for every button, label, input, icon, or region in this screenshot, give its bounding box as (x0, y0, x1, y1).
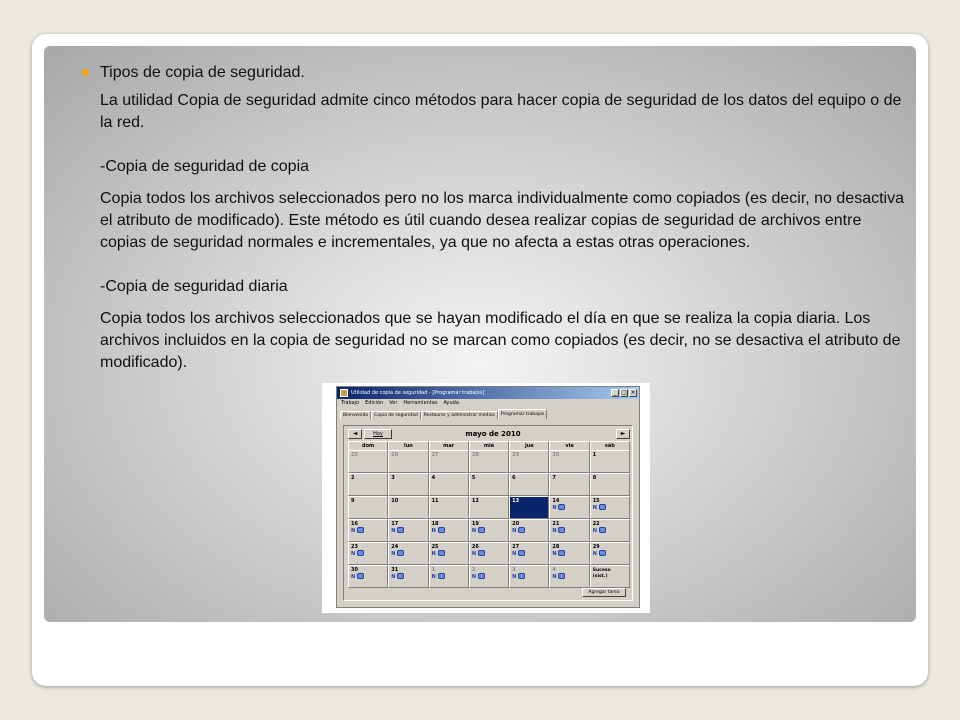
day-number: 24 (391, 544, 399, 550)
scheduled-task-icon[interactable]: N (351, 574, 356, 580)
day-number: 30 (552, 452, 560, 458)
calendar-day[interactable] (469, 542, 509, 565)
weekday-label: dom (348, 441, 388, 452)
backup-window (336, 386, 640, 608)
scheduled-task-icon[interactable]: N (552, 551, 557, 557)
calendar-grid (348, 441, 630, 588)
next-month-button[interactable]: ► (616, 429, 630, 439)
day-number: 25 (431, 544, 439, 550)
scheduled-task-icon[interactable]: N (592, 551, 597, 557)
menu-item[interactable]: Herramientas (403, 400, 438, 406)
calendar-day[interactable] (429, 473, 469, 496)
tab-item[interactable]: Programar trabajos (498, 409, 547, 419)
slide-text (100, 62, 910, 384)
backup-utility-screenshot (322, 383, 650, 613)
scheduled-task-icon[interactable]: N (512, 528, 517, 534)
calendar-day[interactable] (469, 519, 509, 542)
day-number: 26 (391, 452, 399, 458)
day-number: 15 (592, 498, 600, 504)
day-number: 19 (471, 521, 479, 527)
scheduled-task-icon[interactable]: N (431, 551, 436, 557)
section2-title: -Copia de seguridad diaria (100, 278, 288, 295)
calendar-day[interactable] (509, 473, 549, 496)
tab-bar (337, 408, 639, 419)
calendar-day[interactable] (549, 565, 589, 588)
calendar-day-selected[interactable] (509, 496, 549, 519)
day-number: 28 (552, 544, 560, 550)
day-number: 27 (431, 452, 439, 458)
window-title: Utilidad de copia de seguridad - [Programar trabajos] (351, 390, 485, 396)
calendar-day[interactable] (509, 565, 549, 588)
day-number: 12 (471, 498, 479, 504)
day-number: 27 (512, 544, 520, 550)
scheduled-task-icon[interactable]: N (431, 574, 436, 580)
calendar-day[interactable] (429, 496, 469, 519)
menu-bar (337, 399, 639, 408)
section1-body: Copia todos los archivos seleccionados pero no los marca individualmente como copiados (es decir, no desactiva el atributo de modificado). Este método es útil cuando desea realizar copias de seguridad de archivos entre copias de seguridad normales e incrementales, ya que no afecta a estas otras operaciones. (100, 190, 904, 251)
calendar-day[interactable] (469, 473, 509, 496)
calendar-day[interactable] (509, 542, 549, 565)
calendar-day[interactable] (429, 519, 469, 542)
calendar-day[interactable] (348, 519, 388, 542)
minimize-icon[interactable]: _ (611, 389, 619, 397)
calendar-day[interactable] (590, 542, 630, 565)
day-number: 30 (351, 567, 358, 573)
day-number: 4 (552, 567, 556, 573)
day-number: 16 (351, 521, 358, 527)
calendar-day[interactable] (549, 473, 589, 496)
menu-item[interactable]: Trabajo (341, 400, 360, 406)
calendar-nav (348, 429, 630, 440)
menu-item[interactable]: Ayuda (443, 400, 459, 406)
day-number: 4 (431, 475, 436, 481)
day-number: 26 (471, 544, 479, 550)
system-event-label: Suceso (sist.) (592, 568, 611, 579)
calendar-day[interactable] (590, 450, 630, 473)
weekday-label: mar (429, 441, 469, 452)
day-number: 2 (351, 475, 355, 481)
tab-item[interactable]: Copia de seguridad (371, 411, 421, 419)
calendar-day[interactable] (348, 496, 388, 519)
tab-item[interactable]: Bienvenido (340, 411, 371, 419)
calendar-day[interactable] (590, 565, 630, 588)
day-number: 3 (512, 567, 516, 573)
day-number: 18 (431, 521, 439, 527)
scheduled-task-icon[interactable]: N (552, 505, 557, 511)
calendar-day[interactable] (509, 519, 549, 542)
calendar-day[interactable] (469, 565, 509, 588)
weekday-header (348, 441, 630, 450)
bullet-heading (100, 62, 910, 84)
calendar (343, 425, 633, 601)
day-number: 31 (391, 567, 399, 573)
day-number: 7 (552, 475, 556, 481)
section2-body: Copia todos los archivos seleccionados que se hayan modificado el día en que se realiza la copia diaria. Los archivos incluidos en la copia de seguridad no se marcan como copiados (es decir, no se desactiva el atributo de modificado). (100, 310, 901, 371)
scheduled-task-icon[interactable]: N (512, 574, 517, 580)
day-number: 9 (351, 498, 355, 504)
day-number: 21 (552, 521, 560, 527)
calendar-day[interactable] (590, 496, 630, 519)
calendar-day[interactable] (469, 496, 509, 519)
day-number: 3 (391, 475, 395, 481)
day-number: 25 (351, 452, 358, 458)
calendar-day[interactable] (509, 450, 549, 473)
day-number: 1 (431, 567, 436, 573)
calendar-days (348, 450, 630, 588)
weekday-label: lun (388, 441, 428, 452)
calendar-day[interactable] (388, 519, 428, 542)
section1-title: -Copia de seguridad de copia (100, 158, 310, 175)
calendar-day[interactable] (429, 542, 469, 565)
calendar-day[interactable] (388, 565, 428, 588)
close-icon[interactable]: × (630, 389, 636, 396)
weekday-label: mié (469, 441, 509, 452)
scheduled-task-icon[interactable]: N (391, 528, 396, 534)
day-number: 23 (351, 544, 358, 550)
day-number: 11 (431, 498, 439, 504)
intro-paragraph: La utilidad Copia de seguridad admite cinco métodos para hacer copia de seguridad de los datos del equipo o de la red. (100, 92, 902, 131)
month-title: mayo de 2010 (465, 430, 521, 438)
calendar-day[interactable] (348, 565, 388, 588)
window-titlebar (337, 387, 639, 399)
scheduled-task-icon[interactable]: N (391, 574, 396, 580)
day-number: 5 (471, 475, 476, 481)
day-number: 20 (512, 521, 520, 527)
calendar-day[interactable] (429, 450, 469, 473)
day-number: 28 (471, 452, 479, 458)
day-number: 17 (391, 521, 399, 527)
day-number: 1 (592, 452, 597, 458)
day-number: 2 (471, 567, 476, 573)
calendar-day[interactable] (429, 565, 469, 588)
weekday-label: vie (549, 441, 589, 452)
tab-item[interactable]: Restaurar y administrar medios (421, 411, 498, 419)
app-icon (340, 389, 348, 397)
day-number: 13 (512, 498, 520, 504)
menu-item[interactable]: Edición (365, 400, 384, 406)
day-number: 22 (592, 521, 600, 527)
calendar-day[interactable] (388, 450, 428, 473)
calendar-day[interactable] (388, 542, 428, 565)
weekday-label: sáb (590, 441, 630, 452)
prev-month-button[interactable]: ◄ (348, 429, 362, 439)
add-task-button[interactable]: Agregar tarea (582, 588, 626, 597)
calendar-day[interactable] (348, 473, 388, 496)
day-number: 10 (391, 498, 399, 504)
day-number: 6 (512, 475, 516, 481)
day-number: 8 (592, 475, 597, 481)
calendar-day[interactable] (348, 542, 388, 565)
menu-item[interactable]: Ver (389, 400, 398, 406)
calendar-day[interactable] (549, 542, 589, 565)
calendar-day[interactable] (388, 473, 428, 496)
bullet-icon (82, 69, 89, 76)
calendar-day[interactable] (388, 496, 428, 519)
calendar-day[interactable] (590, 519, 630, 542)
scheduled-task-icon[interactable]: N (351, 551, 356, 557)
calendar-day[interactable] (348, 450, 388, 473)
calendar-day[interactable] (590, 473, 630, 496)
calendar-day[interactable] (549, 450, 589, 473)
scheduled-task-icon[interactable]: N (471, 551, 477, 557)
scheduled-task-icon[interactable]: N (351, 528, 356, 534)
scheduled-task-icon[interactable]: N (471, 574, 477, 580)
day-number: 29 (512, 452, 520, 458)
day-number: 14 (552, 498, 560, 504)
day-number: 29 (592, 544, 600, 550)
weekday-label: jue (509, 441, 549, 452)
slide-heading: Tipos de copia de seguridad. (100, 64, 305, 81)
scheduled-task-icon[interactable]: N (552, 528, 557, 534)
scheduled-task-icon[interactable]: N (512, 551, 517, 557)
calendar-day[interactable] (549, 496, 589, 519)
scheduled-task-icon[interactable]: N (391, 551, 396, 557)
scheduled-task-icon[interactable]: N (431, 528, 436, 534)
scheduled-task-icon[interactable]: N (592, 505, 597, 511)
scheduled-task-icon[interactable]: N (552, 574, 557, 580)
today-button[interactable]: Hoy (364, 429, 392, 439)
calendar-day[interactable] (549, 519, 589, 542)
scheduled-task-icon[interactable]: N (471, 528, 477, 534)
calendar-day[interactable] (469, 450, 509, 473)
maximize-icon[interactable]: □ (621, 389, 627, 396)
scheduled-task-icon[interactable]: N (592, 528, 597, 534)
